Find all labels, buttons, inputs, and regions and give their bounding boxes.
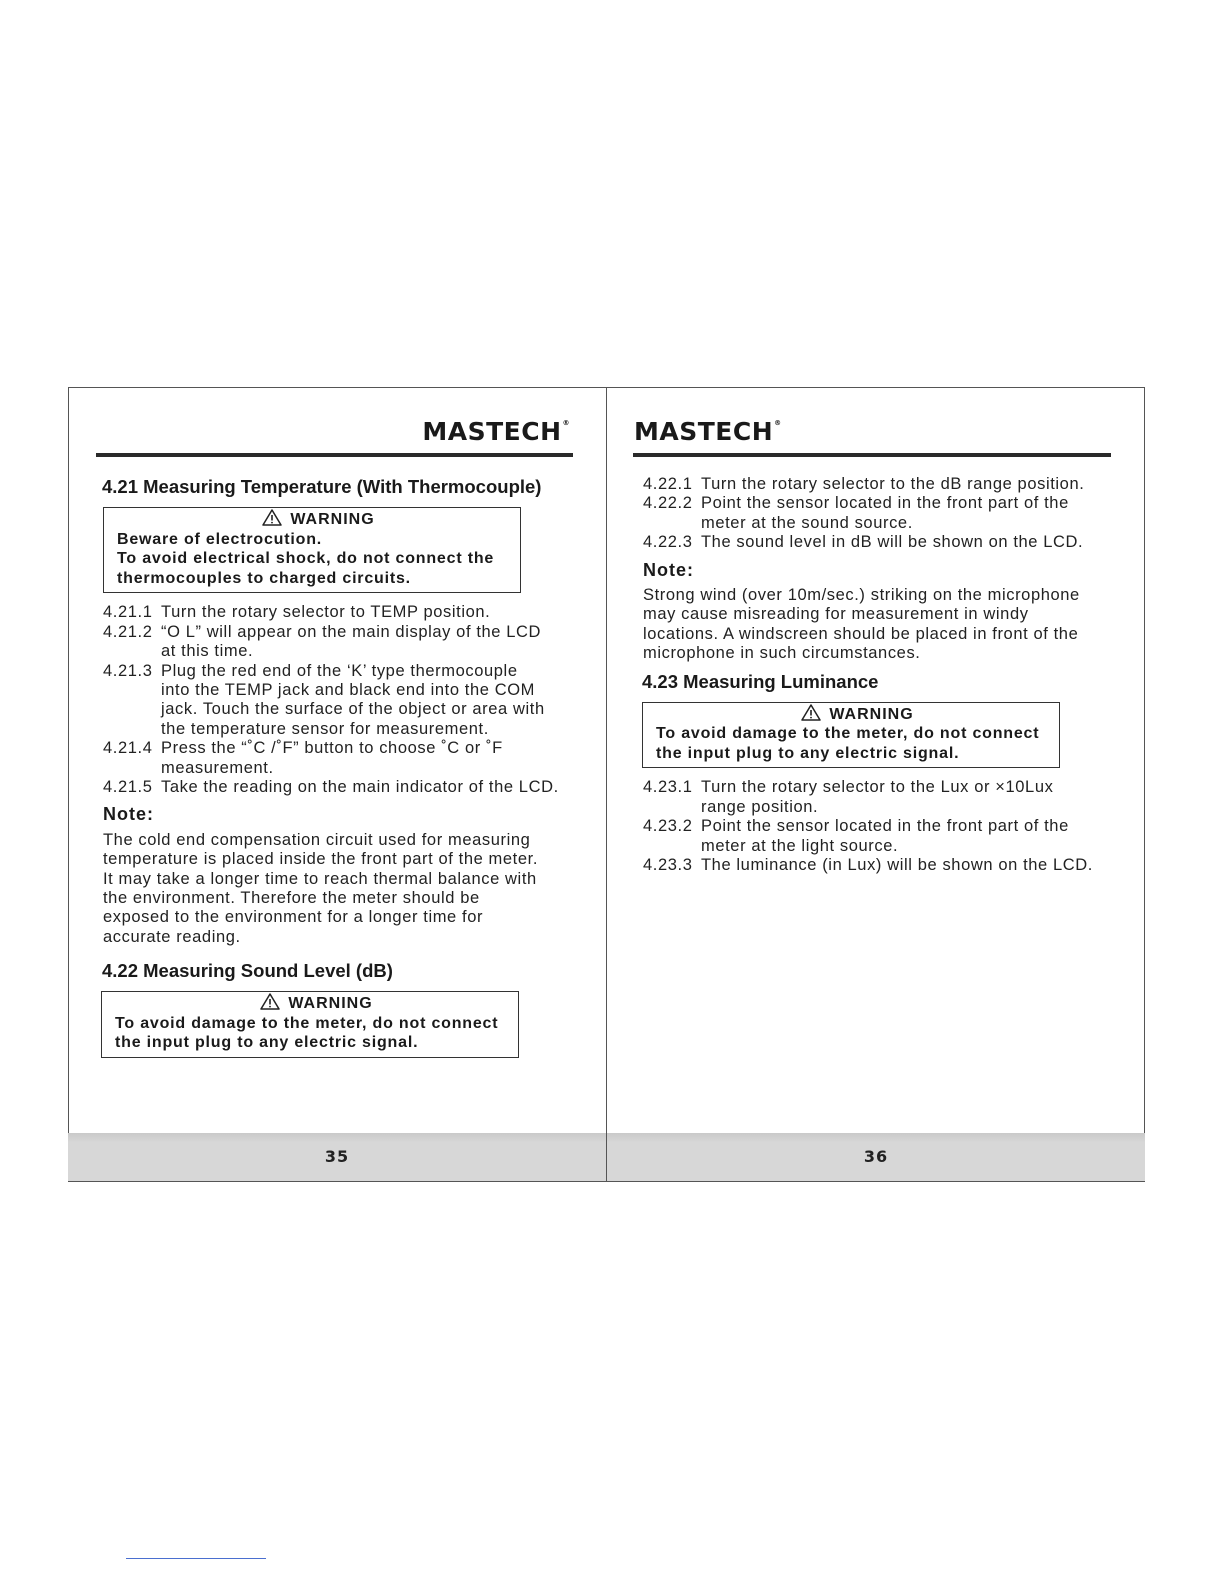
page-content: [643, 475, 1113, 875]
section-heading-4-23: 4.23 Measuring Luminance: [642, 670, 879, 692]
step-4-23-1: 4.23.1 Turn the rotary selector to the Lux or ×10Lux range position.: [643, 778, 1054, 816]
section-heading-4-22: 4.22 Measuring Sound Level (dB): [102, 960, 393, 982]
warning-line: To avoid damage to the meter, do not connect: [656, 725, 1040, 743]
brand-logo: MASTECH®: [634, 417, 782, 446]
warning-title: WARNING: [829, 705, 914, 723]
step-4-23-3: 4.23.3 The luminance (in Lux) will be shown on the LCD.: [643, 856, 1093, 875]
page-number: 35: [324, 1147, 350, 1166]
brand-logo: MASTECH®: [422, 417, 570, 446]
warning-triangle-icon: [801, 704, 821, 721]
note-text: The cold end compensation circuit used for measuring temperature is placed inside the front part of the meter. It may take a longer time to reach thermal balance with the environment. Therefore the meter should be exposed to the environment for a longer time for accurate reading.: [103, 830, 539, 946]
step-4-22-3: 4.22.3 The sound level in dB will be shown on the LCD.: [643, 533, 1084, 552]
warning-line: thermocouples to charged circuits.: [117, 569, 411, 587]
warning-line: the input plug to any electric signal.: [656, 744, 960, 762]
warning-title: WARNING: [288, 995, 373, 1013]
step-4-21-1: 4.21.1 Turn the rotary selector to TEMP position.: [103, 603, 491, 622]
step-4-21-4: 4.21.4 Press the “˚C /˚F” button to choose ˚C or ˚F measurement.: [103, 739, 503, 777]
page-footer: [607, 1133, 1145, 1181]
step-4-21-3: 4.21.3 Plug the red end of the ‘K’ type thermocouple into the TEMP jack and black end into the COM jack. Touch the surface of the object or area with the temperature sensor for measurement.: [103, 661, 545, 738]
warning-box: [103, 507, 521, 593]
step-4-21-2: 4.21.2 “O L” will appear on the main display of the LCD at this time.: [103, 622, 542, 661]
warning-title: WARNING: [290, 511, 375, 528]
section-heading-4-21: 4.21 Measuring Temperature (With Thermocouple): [102, 476, 542, 497]
warning-line: the input plug to any electric signal.: [115, 1034, 419, 1052]
link-underline: [126, 1558, 266, 1559]
warning-line: Beware of electrocution.: [117, 530, 323, 548]
page-number: 36: [863, 1147, 889, 1166]
page-footer: [68, 1133, 606, 1181]
warning-box: [642, 702, 1060, 769]
warning-box: [101, 991, 519, 1058]
note-title: Note:: [643, 559, 694, 580]
note-text: Strong wind (over 10m/sec.) striking on the microphone may cause misreading for measurement in windy locations. A windscreen should be placed in front of the microphone in such circumstances.: [643, 586, 1080, 663]
page-35: [68, 387, 606, 1182]
page-36: [607, 387, 1145, 1182]
warning-triangle-icon: [262, 509, 282, 526]
step-4-22-1: 4.22.1 Turn the rotary selector to the dB range position.: [643, 475, 1085, 493]
note-title: Note:: [103, 804, 154, 825]
warning-triangle-icon: [260, 993, 280, 1010]
warning-line: To avoid electrical shock, do not connect the: [117, 550, 495, 568]
header-rule: [96, 453, 573, 457]
header-rule: [633, 453, 1111, 457]
step-4-23-2: 4.23.2 Point the sensor located in the front part of the meter at the light source.: [643, 817, 1069, 855]
step-4-22-2: 4.22.2 Point the sensor located in the front part of the meter at the sound source.: [643, 494, 1069, 532]
step-4-21-5: 4.21.5 Take the reading on the main indicator of the LCD.: [103, 778, 559, 797]
warning-line: To avoid damage to the meter, do not connect: [115, 1014, 499, 1032]
page-content: [103, 475, 583, 1068]
